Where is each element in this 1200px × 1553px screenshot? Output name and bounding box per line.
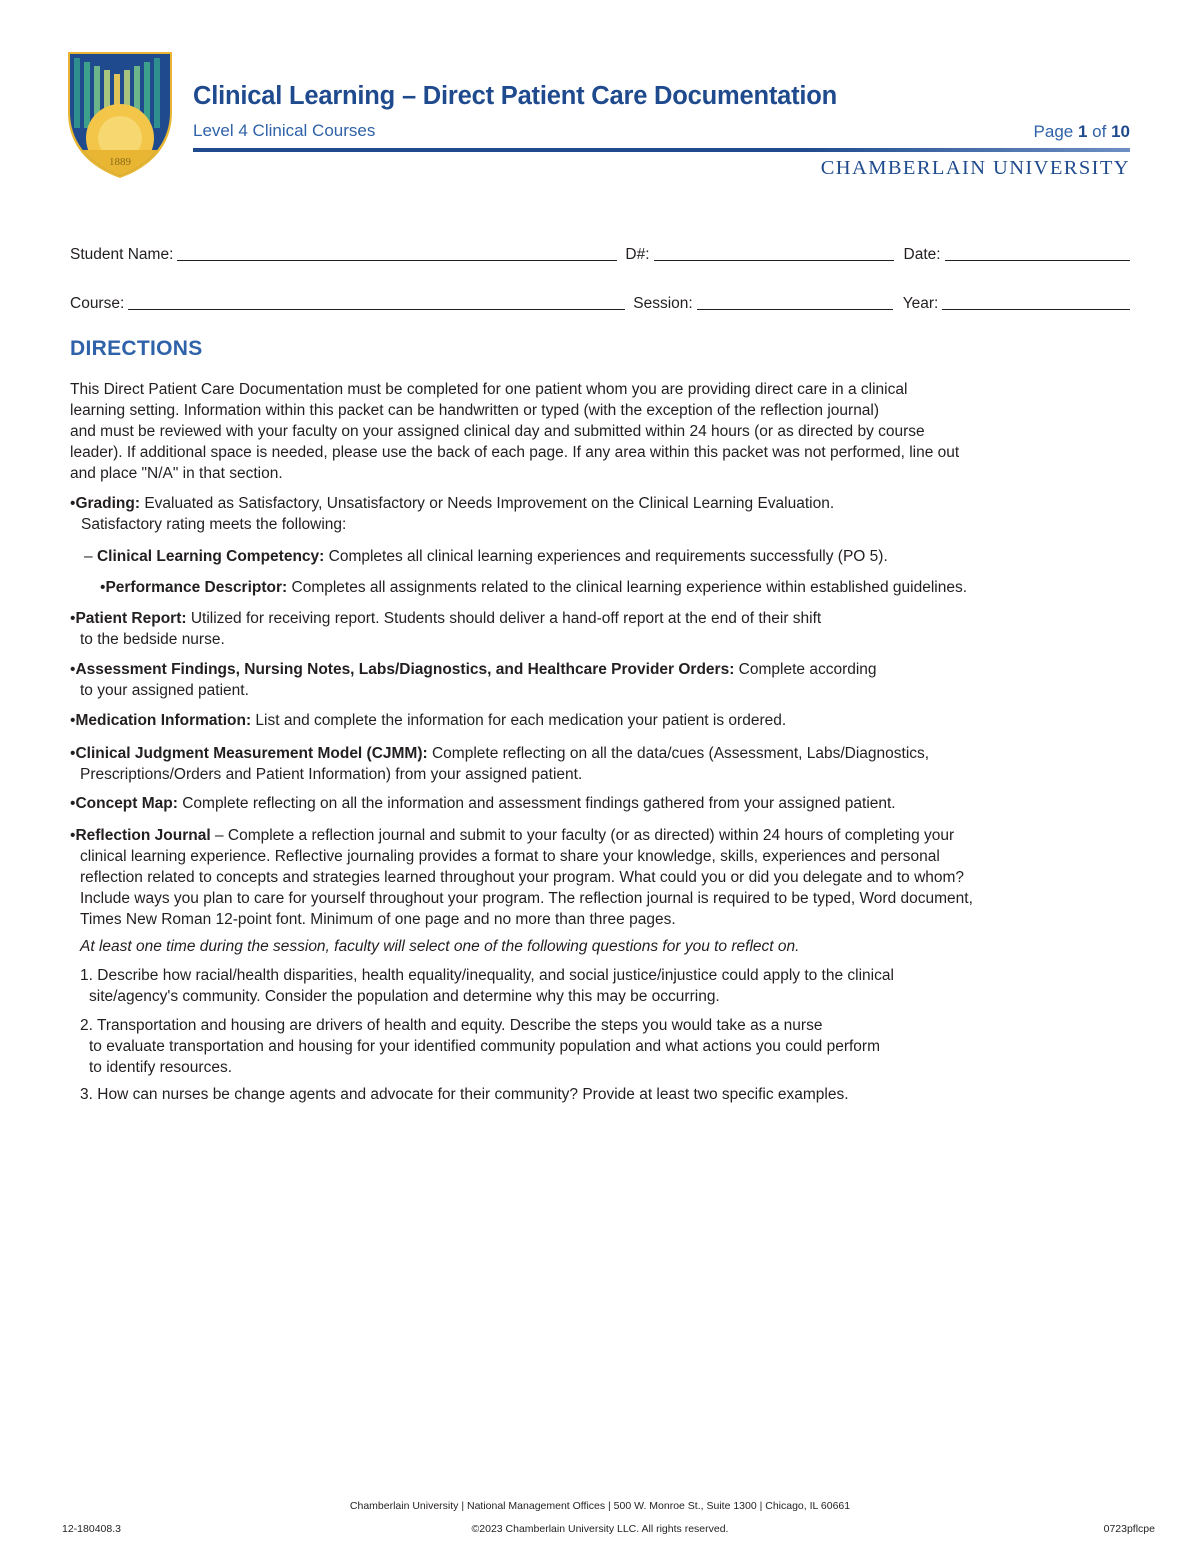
date-label: Date: [903, 246, 941, 263]
descriptor-label: Performance Descriptor: [105, 579, 288, 596]
bullet: • [70, 610, 76, 627]
question-number: 1. [80, 967, 93, 984]
question-1 [80, 965, 1140, 1007]
assessment-text-2: to your assigned patient. [80, 682, 249, 699]
question-2 [80, 1015, 1140, 1078]
medication-text: List and complete the information for each medication your patient is ordered. [251, 712, 787, 729]
question-number: 2. [80, 1017, 93, 1034]
bullet: • [70, 661, 76, 678]
reflection-text-line: Times New Roman 12-point font. Minimum of one page and no more than three pages. [80, 911, 676, 928]
session-label: Session: [633, 295, 693, 312]
footer-code: 0723pflcpe [1103, 1523, 1155, 1535]
question-text: Transportation and housing are drivers of health and equity. Describe the steps you would take as a nurse [96, 1017, 823, 1034]
cjmm-label: Clinical Judgment Measurement Model (CJMM): [75, 745, 428, 762]
field-row-course [70, 289, 1130, 313]
footer-address: Chamberlain University | National Management Offices | 500 W. Monroe St., Suite 1300 | Chicago, IL 60661 [349, 1500, 851, 1512]
document-title: Clinical Learning – Direct Patient Care Documentation [193, 82, 838, 110]
cjmm-item [70, 743, 1130, 785]
question-text: Describe how racial/health disparities, health equality/inequality, and social justice/injustice could apply to the clinical [97, 967, 894, 984]
concept-map-label: Concept Map: [75, 795, 178, 812]
descriptor-item [100, 577, 1160, 598]
logo-year: 1889 [109, 156, 131, 168]
question-number: 3. [80, 1086, 93, 1103]
bullet: • [70, 827, 76, 844]
year-label: Year: [902, 295, 939, 312]
footer-doc-id: 12-180408.3 [62, 1523, 121, 1535]
university-name: CHAMBERLAIN UNIVERSITY [820, 157, 1130, 179]
concept-map-item [70, 793, 1130, 814]
grading-label: Grading: [75, 495, 141, 512]
footer-copyright: ©2023 Chamberlain University LLC. All rights reserved. [471, 1523, 729, 1535]
question-3 [80, 1084, 1140, 1105]
patient-report-text-2: to the bedside nurse. [80, 631, 225, 648]
reflection-text: – Complete a reflection journal and submit to your faculty (or as directed) within 24 hours of completing your [210, 827, 955, 844]
page-total: 10 [1111, 122, 1130, 141]
intro-line: This Direct Patient Care Documentation must be completed for one patient whom you are providing direct care in a clinical [70, 381, 908, 398]
grading-item [70, 493, 1130, 535]
reflection-text-line: clinical learning experience. Reflective journaling provides a format to share your knowledge, skills, experiences and personal [80, 848, 940, 865]
field-row-student [70, 240, 1130, 264]
d-number-line[interactable] [654, 260, 894, 261]
bullet: • [70, 495, 76, 512]
assessment-item [70, 659, 1130, 701]
intro-line: learning setting. Information within this packet can be handwritten or typed (with the exception of the reflection journal) [70, 402, 880, 419]
bullet: • [70, 745, 76, 762]
concept-map-text: Complete reflecting on all the information and assessment findings gathered from your assigned patient. [177, 795, 896, 812]
page-indicator [1034, 122, 1130, 142]
medication-item [70, 710, 1130, 731]
document-subtitle: Level 4 Clinical Courses [193, 121, 376, 140]
patient-report-label: Patient Report: [75, 610, 187, 627]
assessment-label: Assessment Findings, Nursing Notes, Labs/Diagnostics, and Healthcare Provider Orders: [75, 661, 735, 678]
assessment-text: Complete according [734, 661, 877, 678]
grading-text-2: Satisfactory rating meets the following: [81, 516, 347, 533]
directions-heading: DIRECTIONS [70, 337, 203, 360]
date-line[interactable] [945, 260, 1130, 261]
dash: – [84, 548, 93, 565]
grading-text: Evaluated as Satisfactory, Unsatisfactory or Needs Improvement on the Clinical Learning Evaluation. [140, 495, 835, 512]
student-name-line[interactable] [177, 260, 617, 261]
page-prefix: Page [1033, 122, 1078, 141]
question-text: to identify resources. [89, 1059, 233, 1076]
intro-line: leader). If additional space is needed, please use the back of each page. If any area within this packet was not performed, line out [70, 444, 960, 461]
cjmm-text-2: Prescriptions/Orders and Patient Information) from your assigned patient. [80, 766, 583, 783]
question-text: How can nurses be change agents and advocate for their community? Provide at least two specific examples. [97, 1086, 849, 1103]
reflection-label: Reflection Journal [75, 827, 211, 844]
reflection-item [70, 825, 1130, 930]
competency-label: Clinical Learning Competency: [96, 548, 325, 565]
competency-item [84, 546, 1144, 567]
course-label: Course: [70, 295, 125, 312]
chamberlain-shield-logo [66, 50, 174, 180]
patient-report-text: Utilized for receiving report. Students should deliver a hand-off report at the end of their shift [186, 610, 822, 627]
question-text: site/agency's community. Consider the population and determine why this may be occurring. [89, 988, 720, 1005]
competency-text: Completes all clinical learning experiences and requirements successfully (PO 5). [324, 548, 888, 565]
question-text: to evaluate transportation and housing for your identified community population and what actions you could perform [89, 1038, 880, 1055]
directions-intro [70, 379, 1135, 484]
reflection-text-line: Include ways you plan to care for yourself throughout your program. The reflection journal is required to be typed, Word document, [80, 890, 973, 907]
faculty-note: At least one time during the session, faculty will select one of the following questions for you to reflect on. [80, 938, 800, 955]
d-number-label: D#: [625, 246, 650, 263]
bullet: • [70, 795, 76, 812]
page-of: of [1087, 122, 1112, 141]
intro-line: and must be reviewed with your faculty on your assigned clinical day and submitted within 24 hours (or as directed by course [70, 423, 925, 440]
intro-line: and place "N/A" in that section. [70, 465, 283, 482]
descriptor-text: Completes all assignments related to the clinical learning experience within established guidelines. [287, 579, 968, 596]
year-line[interactable] [942, 309, 1130, 310]
medication-label: Medication Information: [75, 712, 252, 729]
header-rule [193, 148, 1130, 152]
course-line[interactable] [128, 309, 625, 310]
cjmm-text: Complete reflecting on all the data/cues (Assessment, Labs/Diagnostics, [427, 745, 930, 762]
session-line[interactable] [697, 309, 893, 310]
patient-report-item [70, 608, 1130, 650]
page-current: 1 [1077, 122, 1088, 141]
bullet: • [100, 579, 106, 596]
student-name-label: Student Name: [70, 246, 174, 263]
reflection-text-line: reflection related to concepts and strategies learned throughout your program. What could you or did you delegate and to whom? [80, 869, 965, 886]
bullet: • [70, 712, 76, 729]
